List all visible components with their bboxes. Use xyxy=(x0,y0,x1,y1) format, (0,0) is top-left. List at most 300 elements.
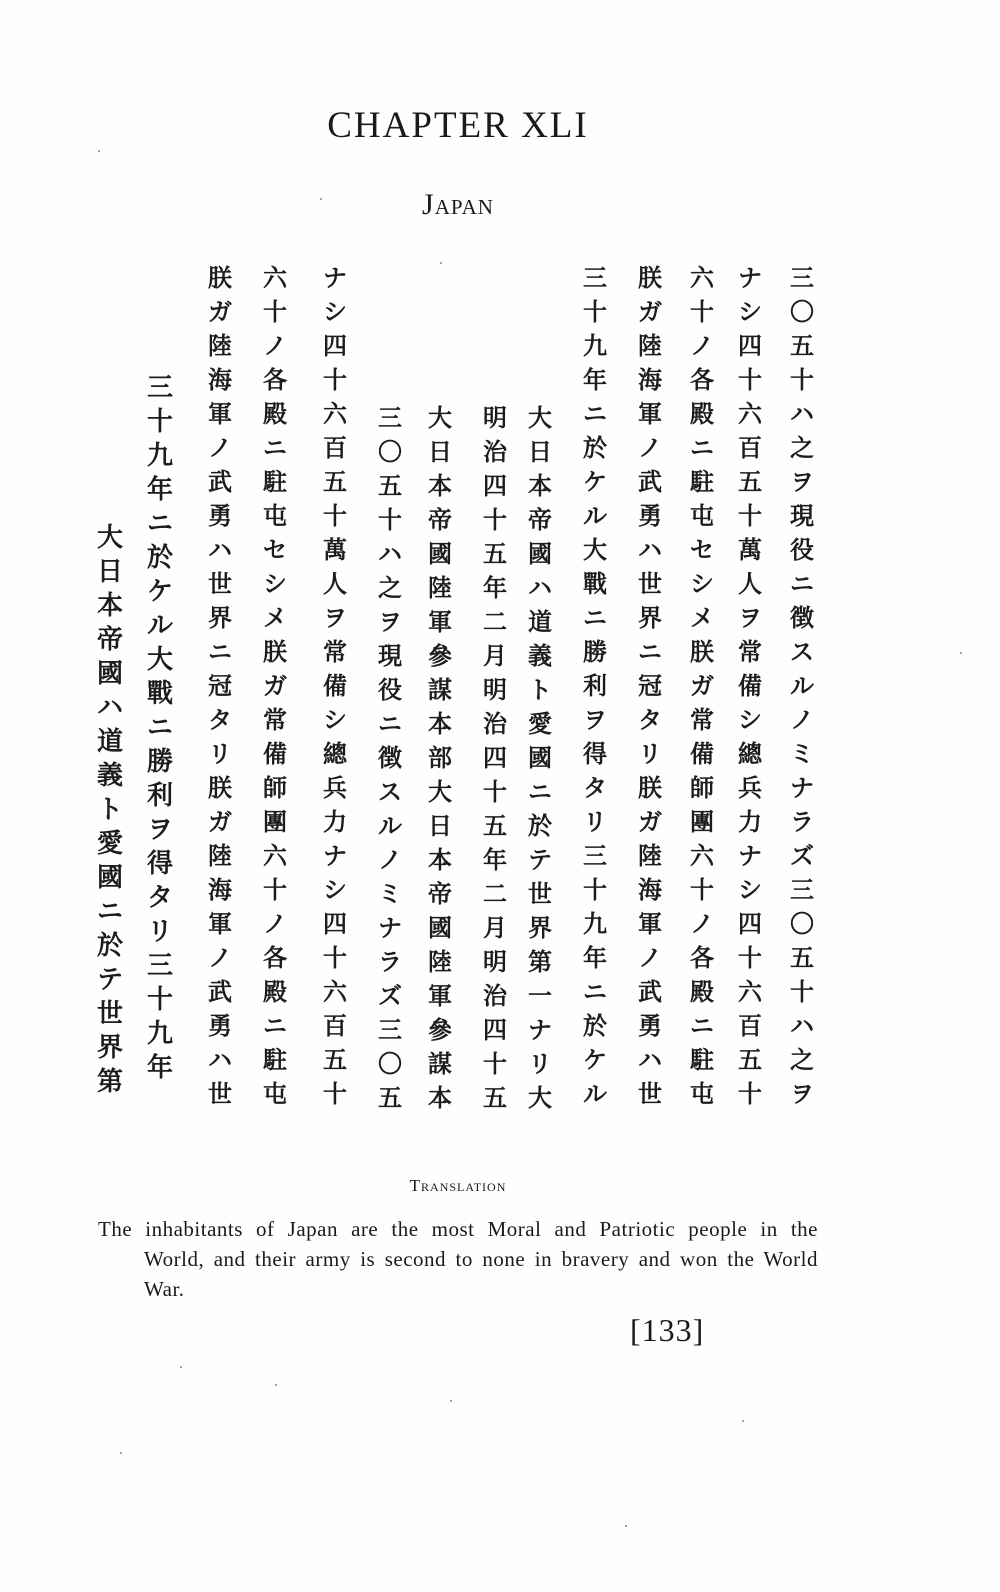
document-glyph: 帝 xyxy=(528,506,552,534)
document-glyph: ミ xyxy=(378,880,402,908)
paper-speck xyxy=(960,652,962,654)
paper-speck xyxy=(440,262,442,264)
document-glyph: メ xyxy=(263,604,287,632)
document-glyph: 陸 xyxy=(428,948,452,976)
document-glyph: ヲ xyxy=(146,815,174,845)
document-glyph: 國 xyxy=(528,540,552,568)
document-glyph: ハ xyxy=(378,540,402,568)
document-glyph: 常 xyxy=(690,706,714,734)
document-glyph: ヲ xyxy=(738,604,762,632)
document-glyph: 勝 xyxy=(583,638,607,666)
document-glyph: ハ xyxy=(208,536,232,564)
document-glyph: 備 xyxy=(690,740,714,768)
document-glyph: 道 xyxy=(528,608,552,636)
chapter-subtitle: Japan xyxy=(422,188,494,221)
document-glyph: 力 xyxy=(323,808,347,836)
document-glyph: ハ xyxy=(790,1012,814,1040)
document-glyph: 大 xyxy=(528,1084,552,1112)
document-glyph: 界 xyxy=(638,604,662,632)
document-glyph: ノ xyxy=(208,434,232,462)
paper-speck xyxy=(120,1452,122,1454)
document-glyph: 勝 xyxy=(146,747,174,777)
document-glyph: 年 xyxy=(583,944,607,972)
document-glyph: 武 xyxy=(638,468,662,496)
document-glyph: 朕 xyxy=(690,638,714,666)
document-glyph: ニ xyxy=(528,778,552,806)
document-glyph: 三 xyxy=(583,842,607,870)
document-glyph: ス xyxy=(378,778,402,806)
paper-speck xyxy=(275,1384,277,1386)
document-glyph: ハ xyxy=(96,693,124,723)
document-glyph: 十 xyxy=(690,876,714,904)
document-glyph: リ xyxy=(583,808,607,836)
document-glyph: 界 xyxy=(208,604,232,632)
document-glyph: 駐 xyxy=(690,468,714,496)
document-glyph: 海 xyxy=(208,366,232,394)
document-glyph: 五 xyxy=(323,468,347,496)
document-glyph: ト xyxy=(528,676,552,704)
document-glyph: ナ xyxy=(323,842,347,870)
document-glyph: 本 xyxy=(528,472,552,500)
document-glyph: 帝 xyxy=(96,625,124,655)
document-glyph: シ xyxy=(323,876,347,904)
document-glyph: ガ xyxy=(638,808,662,836)
document-glyph: 朕 xyxy=(638,264,662,292)
document-glyph: 〇 xyxy=(790,910,814,938)
document-glyph: 明 xyxy=(483,676,507,704)
document-glyph: 萬 xyxy=(323,536,347,564)
document-glyph: ガ xyxy=(690,672,714,700)
document-glyph: 九 xyxy=(146,441,174,471)
document-glyph: ナ xyxy=(528,1016,552,1044)
document-glyph: 役 xyxy=(378,676,402,704)
document-glyph: 義 xyxy=(96,761,124,791)
document-glyph: 界 xyxy=(96,1033,124,1063)
document-glyph: 各 xyxy=(263,366,287,394)
document-glyph: 十 xyxy=(690,298,714,326)
document-glyph: 十 xyxy=(483,506,507,534)
paper-speck xyxy=(98,150,100,152)
document-glyph: 軍 xyxy=(428,608,452,636)
document-glyph: 愛 xyxy=(96,829,124,859)
document-glyph: 人 xyxy=(323,570,347,598)
document-glyph: 屯 xyxy=(263,1080,287,1108)
document-glyph: 十 xyxy=(323,502,347,530)
document-glyph: 三 xyxy=(790,876,814,904)
document-glyph: ハ xyxy=(208,1046,232,1074)
document-glyph: ニ xyxy=(790,570,814,598)
document-glyph: ニ xyxy=(378,710,402,738)
document-glyph: 三 xyxy=(146,373,174,403)
document-glyph: シ xyxy=(738,298,762,326)
document-glyph: 十 xyxy=(146,985,174,1015)
paper-speck xyxy=(180,1366,182,1368)
document-glyph: 四 xyxy=(483,744,507,772)
document-glyph: 五 xyxy=(378,472,402,500)
document-glyph: 五 xyxy=(790,944,814,972)
document-glyph: 本 xyxy=(428,710,452,738)
document-glyph: 治 xyxy=(483,438,507,466)
document-glyph: 三 xyxy=(790,264,814,292)
document-glyph: ニ xyxy=(96,897,124,927)
document-glyph: 國 xyxy=(96,863,124,893)
document-glyph: 年 xyxy=(583,366,607,394)
document-glyph: 月 xyxy=(483,642,507,670)
document-glyph: 海 xyxy=(638,876,662,904)
document-glyph: 日 xyxy=(428,438,452,466)
document-glyph: 總 xyxy=(738,740,762,768)
document-glyph: 現 xyxy=(378,642,402,670)
document-glyph: ハ xyxy=(638,536,662,564)
document-glyph: 勇 xyxy=(638,502,662,530)
document-glyph: リ xyxy=(208,740,232,768)
document-glyph: 十 xyxy=(738,1080,762,1108)
document-glyph: 參 xyxy=(428,1016,452,1044)
document-glyph: 帝 xyxy=(428,506,452,534)
document-glyph: 十 xyxy=(323,1080,347,1108)
document-glyph: ニ xyxy=(583,978,607,1006)
document-glyph: 大 xyxy=(428,404,452,432)
document-glyph: ヲ xyxy=(790,468,814,496)
document-glyph: 十 xyxy=(263,298,287,326)
document-glyph: ニ xyxy=(263,1012,287,1040)
document-glyph: 年 xyxy=(146,475,174,505)
document-glyph: 於 xyxy=(528,812,552,840)
document-glyph: ガ xyxy=(208,298,232,326)
document-glyph: 十 xyxy=(263,876,287,904)
document-glyph: ニ xyxy=(146,509,174,539)
document-glyph: 十 xyxy=(323,944,347,972)
document-glyph: 年 xyxy=(146,1053,174,1083)
document-glyph: 國 xyxy=(96,659,124,689)
document-glyph: 兵 xyxy=(323,774,347,802)
document-glyph: 戰 xyxy=(146,679,174,709)
document-glyph: ル xyxy=(146,611,174,641)
document-glyph: 第 xyxy=(96,1067,124,1097)
document-glyph: 十 xyxy=(583,298,607,326)
document-glyph: 武 xyxy=(638,978,662,1006)
document-glyph: 四 xyxy=(483,472,507,500)
document-glyph: 本 xyxy=(428,1084,452,1112)
document-glyph: ノ xyxy=(638,944,662,972)
document-glyph: 之 xyxy=(790,434,814,462)
japanese-document-image xyxy=(90,250,840,1150)
document-glyph: 十 xyxy=(738,944,762,972)
document-glyph: 駐 xyxy=(690,1046,714,1074)
document-glyph: 四 xyxy=(323,332,347,360)
paper-speck xyxy=(320,198,322,200)
document-glyph: 三 xyxy=(378,404,402,432)
document-glyph: 陸 xyxy=(208,332,232,360)
document-glyph: 各 xyxy=(263,944,287,972)
document-glyph: ス xyxy=(790,638,814,666)
document-glyph: 五 xyxy=(483,812,507,840)
document-glyph: 役 xyxy=(790,536,814,564)
document-glyph: ニ xyxy=(690,1012,714,1040)
document-glyph: 五 xyxy=(378,1084,402,1112)
document-glyph: セ xyxy=(690,536,714,564)
document-glyph: ノ xyxy=(378,846,402,874)
document-glyph: 利 xyxy=(583,672,607,700)
document-glyph: 六 xyxy=(690,264,714,292)
document-glyph: 九 xyxy=(583,910,607,938)
document-glyph: 冠 xyxy=(638,672,662,700)
document-glyph: ヲ xyxy=(790,1080,814,1108)
document-glyph: ニ xyxy=(263,434,287,462)
document-glyph: ガ xyxy=(208,808,232,836)
document-glyph: 十 xyxy=(483,1050,507,1078)
document-glyph: 十 xyxy=(378,506,402,534)
document-glyph: 屯 xyxy=(263,502,287,530)
document-glyph: 謀 xyxy=(428,1050,452,1078)
paper-speck xyxy=(450,1400,452,1402)
document-glyph: 駐 xyxy=(263,468,287,496)
document-glyph: ハ xyxy=(528,574,552,602)
document-glyph: 國 xyxy=(528,744,552,772)
document-glyph: 屯 xyxy=(690,502,714,530)
document-glyph: ル xyxy=(378,812,402,840)
document-glyph: 陸 xyxy=(428,574,452,602)
document-glyph: ノ xyxy=(208,944,232,972)
document-glyph: 百 xyxy=(323,1012,347,1040)
document-glyph: 常 xyxy=(263,706,287,734)
document-glyph: 武 xyxy=(208,978,232,1006)
document-glyph: ハ xyxy=(790,400,814,428)
document-glyph: ノ xyxy=(638,434,662,462)
document-glyph: 之 xyxy=(790,1046,814,1074)
document-glyph: 備 xyxy=(738,672,762,700)
document-glyph: 世 xyxy=(638,570,662,598)
document-glyph: ル xyxy=(583,1080,607,1108)
document-glyph: 戰 xyxy=(583,570,607,598)
document-glyph: 師 xyxy=(690,774,714,802)
document-glyph: テ xyxy=(528,846,552,874)
document-glyph: 六 xyxy=(323,978,347,1006)
document-glyph: ナ xyxy=(790,774,814,802)
document-glyph: 海 xyxy=(638,366,662,394)
document-glyph: 十 xyxy=(790,978,814,1006)
document-glyph: 力 xyxy=(738,808,762,836)
document-glyph: メ xyxy=(690,604,714,632)
document-glyph: 朕 xyxy=(208,264,232,292)
document-glyph: ナ xyxy=(738,264,762,292)
document-glyph: 大 xyxy=(428,778,452,806)
document-glyph: 十 xyxy=(738,502,762,530)
document-glyph: 四 xyxy=(483,1016,507,1044)
document-glyph: 道 xyxy=(96,727,124,757)
document-glyph: ヲ xyxy=(378,608,402,636)
document-glyph: 四 xyxy=(323,910,347,938)
document-glyph: 現 xyxy=(790,502,814,530)
document-glyph: 之 xyxy=(378,574,402,602)
document-glyph: 三 xyxy=(378,1016,402,1044)
document-glyph: ズ xyxy=(790,842,814,870)
translation-text: The inhabitants of Japan are the most Moral and Patriotic people in the World, and their army is second to none in bravery and won the World War. xyxy=(98,1217,818,1301)
document-glyph: ガ xyxy=(638,298,662,326)
document-glyph: 本 xyxy=(428,472,452,500)
document-glyph: ミ xyxy=(790,740,814,768)
document-glyph: 海 xyxy=(208,876,232,904)
document-glyph: 五 xyxy=(790,332,814,360)
document-glyph: シ xyxy=(738,876,762,904)
document-glyph: 勇 xyxy=(208,1012,232,1040)
document-glyph: ニ xyxy=(583,604,607,632)
document-glyph: ハ xyxy=(638,1046,662,1074)
document-glyph: ノ xyxy=(263,910,287,938)
document-glyph: 帝 xyxy=(428,880,452,908)
document-glyph: 殿 xyxy=(690,978,714,1006)
document-glyph: 三 xyxy=(146,951,174,981)
document-glyph: ノ xyxy=(690,910,714,938)
document-glyph: 五 xyxy=(738,1046,762,1074)
document-glyph: 冠 xyxy=(208,672,232,700)
document-glyph: 日 xyxy=(96,557,124,587)
document-glyph: 六 xyxy=(738,400,762,428)
document-glyph: 常 xyxy=(323,638,347,666)
paper-speck xyxy=(742,1420,744,1422)
document-glyph: 駐 xyxy=(263,1046,287,1074)
document-glyph: ノ xyxy=(790,706,814,734)
document-glyph: 日 xyxy=(428,812,452,840)
document-glyph: 備 xyxy=(263,740,287,768)
document-glyph: 十 xyxy=(790,366,814,394)
document-glyph: 於 xyxy=(583,1012,607,1040)
document-glyph: 世 xyxy=(638,1080,662,1108)
document-glyph: リ xyxy=(528,1050,552,1078)
document-glyph: 武 xyxy=(208,468,232,496)
document-glyph: 軍 xyxy=(208,910,232,938)
document-glyph: ナ xyxy=(323,264,347,292)
document-glyph: 本 xyxy=(96,591,124,621)
document-glyph: 五 xyxy=(483,540,507,568)
document-glyph: 師 xyxy=(263,774,287,802)
document-glyph: 徴 xyxy=(378,744,402,772)
document-glyph: 十 xyxy=(738,366,762,394)
document-glyph: 二 xyxy=(483,608,507,636)
document-glyph: シ xyxy=(690,570,714,598)
document-glyph: 五 xyxy=(323,1046,347,1074)
document-glyph: ル xyxy=(790,672,814,700)
document-glyph: 總 xyxy=(323,740,347,768)
document-glyph: ズ xyxy=(378,982,402,1010)
document-glyph: ケ xyxy=(146,577,174,607)
document-glyph: 愛 xyxy=(528,710,552,738)
document-glyph: ニ xyxy=(208,638,232,666)
document-glyph: シ xyxy=(263,570,287,598)
document-glyph: 團 xyxy=(690,808,714,836)
document-glyph: タ xyxy=(208,706,232,734)
document-glyph: 六 xyxy=(263,264,287,292)
document-glyph: ナ xyxy=(378,914,402,942)
document-glyph: リ xyxy=(638,740,662,768)
document-glyph: ノ xyxy=(690,332,714,360)
document-glyph: 備 xyxy=(323,672,347,700)
chapter-title: CHAPTER XLI xyxy=(327,105,589,146)
document-glyph: 世 xyxy=(208,1080,232,1108)
document-glyph: 第 xyxy=(528,948,552,976)
document-glyph: 二 xyxy=(483,880,507,908)
document-glyph: 屯 xyxy=(690,1080,714,1108)
document-glyph: 部 xyxy=(428,744,452,772)
document-glyph: タ xyxy=(583,774,607,802)
document-glyph: 日 xyxy=(528,438,552,466)
document-glyph: 百 xyxy=(323,434,347,462)
document-glyph: 朕 xyxy=(638,774,662,802)
document-glyph: シ xyxy=(323,298,347,326)
document-glyph: 得 xyxy=(583,740,607,768)
document-glyph: ラ xyxy=(790,808,814,836)
document-glyph: 朕 xyxy=(208,774,232,802)
document-glyph: 十 xyxy=(583,876,607,904)
document-glyph: 五 xyxy=(738,468,762,496)
document-glyph: 年 xyxy=(483,574,507,602)
document-glyph: 軍 xyxy=(638,400,662,428)
document-glyph: 治 xyxy=(483,982,507,1010)
document-glyph: ト xyxy=(96,795,124,825)
document-glyph: 勇 xyxy=(638,1012,662,1040)
document-glyph: 明 xyxy=(483,404,507,432)
document-glyph: 大 xyxy=(146,645,174,675)
document-glyph: 五 xyxy=(483,1084,507,1112)
document-glyph: 年 xyxy=(483,846,507,874)
document-glyph: 六 xyxy=(263,842,287,870)
document-glyph: 界 xyxy=(528,914,552,942)
document-glyph: ケ xyxy=(583,468,607,496)
document-glyph: ヲ xyxy=(323,604,347,632)
document-glyph: 十 xyxy=(323,366,347,394)
document-glyph: リ xyxy=(146,917,174,947)
document-glyph: 於 xyxy=(583,434,607,462)
document-glyph: ナ xyxy=(738,842,762,870)
document-glyph: 殿 xyxy=(690,400,714,428)
document-glyph: 軍 xyxy=(638,910,662,938)
document-glyph: 國 xyxy=(428,540,452,568)
document-glyph: 大 xyxy=(583,536,607,564)
document-glyph: シ xyxy=(323,706,347,734)
document-glyph: タ xyxy=(146,883,174,913)
document-glyph: 六 xyxy=(738,978,762,1006)
document-glyph: ガ xyxy=(263,672,287,700)
document-glyph: 六 xyxy=(690,842,714,870)
document-glyph: 十 xyxy=(483,778,507,806)
document-glyph: 殿 xyxy=(263,400,287,428)
document-glyph: ヲ xyxy=(583,706,607,734)
document-glyph: 陸 xyxy=(208,842,232,870)
document-glyph: 九 xyxy=(583,332,607,360)
document-glyph: 十 xyxy=(146,407,174,437)
document-glyph: ニ xyxy=(583,400,607,428)
document-glyph: 〇 xyxy=(790,298,814,326)
paper-speck xyxy=(625,1525,627,1527)
document-glyph: 百 xyxy=(738,1012,762,1040)
document-glyph: 參 xyxy=(428,642,452,670)
document-glyph: 得 xyxy=(146,849,174,879)
document-glyph: 明 xyxy=(483,948,507,976)
document-glyph: 義 xyxy=(528,642,552,670)
document-glyph: 世 xyxy=(96,999,124,1029)
document-glyph: ケ xyxy=(583,1046,607,1074)
document-glyph: 四 xyxy=(738,332,762,360)
document-glyph: 月 xyxy=(483,914,507,942)
document-glyph: 朕 xyxy=(263,638,287,666)
document-glyph: 本 xyxy=(428,846,452,874)
document-glyph: テ xyxy=(96,965,124,995)
document-glyph: 世 xyxy=(208,570,232,598)
document-glyph: 九 xyxy=(146,1019,174,1049)
document-glyph: 陸 xyxy=(638,332,662,360)
document-glyph: 陸 xyxy=(638,842,662,870)
document-glyph: 人 xyxy=(738,570,762,598)
